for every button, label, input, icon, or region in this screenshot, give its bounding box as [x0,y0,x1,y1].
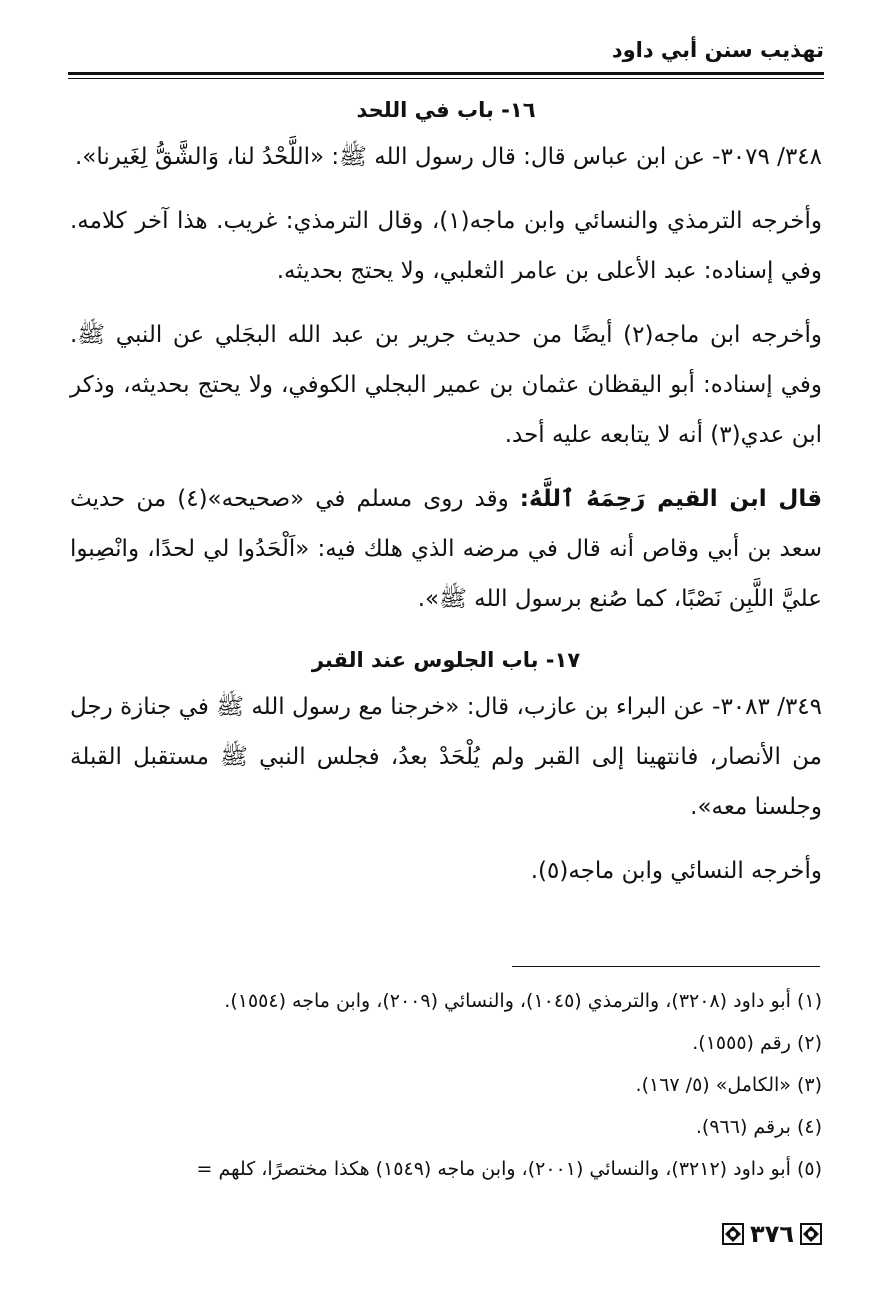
header-rule-thin [68,78,824,79]
footnote-4: (٤) برقم (٩٦٦). [695,1116,822,1138]
footnotes [90,980,822,1190]
chapter-heading-17: ١٧- باب الجلوس عند القبر [311,648,581,672]
ibn-qayyim-label: قال ابن القيم رَحِمَهُ ٱللَّهُ: [519,486,823,512]
ibn-qayyim-paragraph [70,474,822,624]
ornament-icon [800,1223,822,1245]
header-rule [68,72,824,75]
page-number: ٣٧٦ [750,1220,794,1248]
footnote-2: (٢) رقم (١٥٥٥). [692,1032,822,1054]
ornament-icon [722,1223,744,1245]
paragraph-takhrij-3: وأخرجه النسائي وابن ماجه(٥). [530,858,822,884]
footnote-1: (١) أبو داود (٣٢٠٨)، والترمذي (١٠٤٥)، والنسائي (٢٠٠٩)، وابن ماجه (١٥٥٤). [224,990,822,1012]
paragraph-takhrij-1: وأخرجه الترمذي والنسائي وابن ماجه(١)، وقال الترمذي: غريب. هذا آخر كلامه. وفي إسناده: عبد الأعلى بن عامر الثعلبي، ولا يحتج بحديثه. [70,208,822,284]
running-head: تهذيب سنن أبي داود [611,38,824,62]
hadith-348: ٣٤٨/ ٣٠٧٩- عن ابن عباس قال: قال رسول الله ﷺ: «اللَّحْدُ لنا، وَالشَّقُّ لِغَيرنا». [75,144,822,170]
footnote-3: (٣) «الكامل» (٥/ ١٦٧). [635,1074,822,1096]
paragraph-takhrij-2: وأخرجه ابن ماجه(٢) أيضًا من حديث جرير بن عبد الله البجَلي عن النبي ﷺ. وفي إسناده: أبو اليقظان عثمان بن عمير البجلي الكوفي، ولا يحتج بحديثه، وذكر ابن عدي(٣) أنه لا يتابعه عليه أحد. [70,322,822,448]
footnote-5: (٥) أبو داود (٣٢١٢)، والنسائي (٢٠٠١)، وابن ماجه (١٥٤٩) هكذا مختصرًا، كلهم = [196,1158,822,1180]
chapter-heading-16: ١٦- باب في اللحد [356,98,536,122]
ibn-qayyim-text: وقد روى مسلم في «صحيحه»(٤) من حديث سعد بن أبي وقاص أنه قال في مرضه الذي هلك فيه: «اَلْحَدُوا لي لحدًا، وانْصِبوا عليَّ اللَّبِن نَصْبًا، كما صُنع برسول الله ﷺ». [70,486,822,612]
hadith-349: ٣٤٩/ ٣٠٨٣- عن البراء بن عازب، قال: «خرجنا مع رسول الله ﷺ في جنازة رجل من الأنصار، فانتهينا إلى القبر ولم يُلْحَدْ بعدُ، فجلس النبي ﷺ مستقبل القبلة وجلسنا معه». [70,694,823,820]
main-text [70,88,822,910]
page-number-block [722,1220,822,1248]
footnote-separator [512,966,820,967]
